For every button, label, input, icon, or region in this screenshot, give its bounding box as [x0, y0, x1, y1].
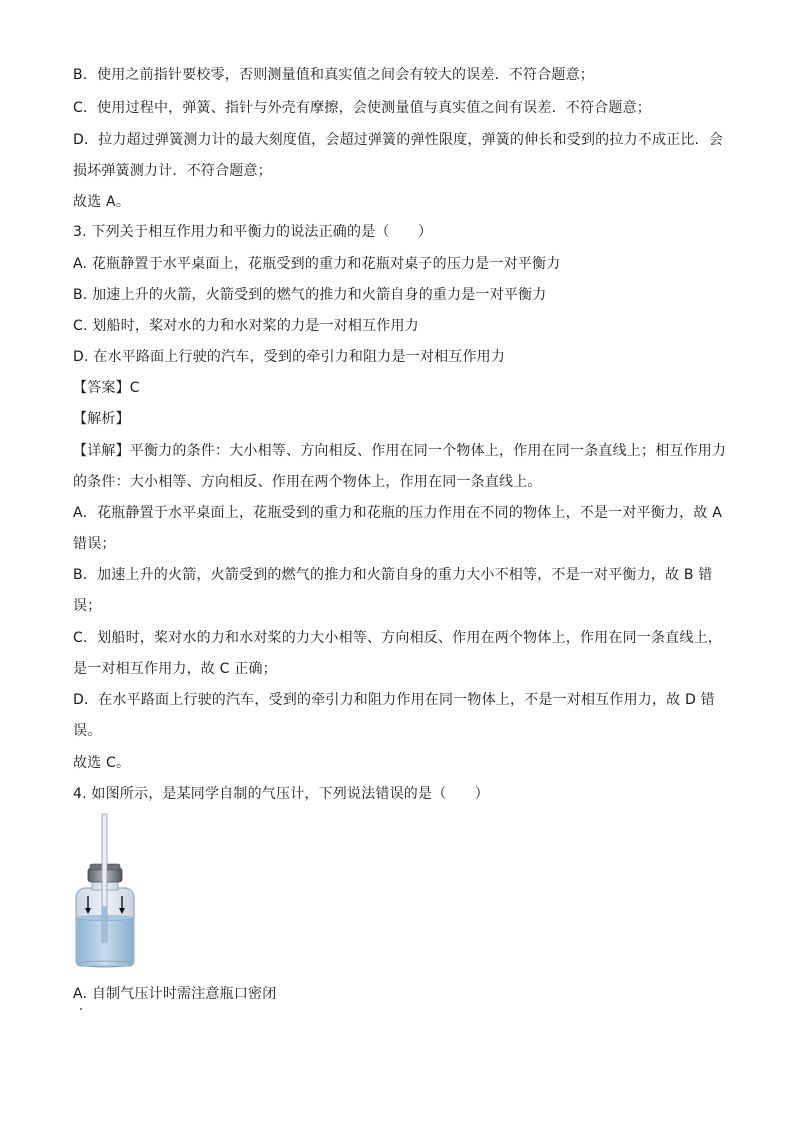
text-line-5: 故选 A。 — [73, 194, 131, 210]
explanation-line-2: 的条件：大小相等、方向相反、作用在两个物体上，作用在同一条直线上。 — [73, 474, 542, 490]
text-line-2: C．使用过程中，弹簧、指针与外壳有摩擦，会使测量值与真实值之间有误差．不符合题意； — [73, 100, 651, 116]
explanation-line-1: 【详解】平衡力的条件：大小相等、方向相反、作用在同一个物体上，作用在同一条直线上；相互作用力 — [73, 443, 727, 459]
barometer-figure — [70, 810, 140, 980]
stray-mark — [80, 1008, 82, 1010]
explanation-line-3: A．花瓶静置于水平桌面上，花瓶受到的重力和花瓶的压力作用在不同的物体上，不是一对平衡力，故 A — [73, 505, 723, 521]
explanation-line-10: 误。 — [73, 723, 102, 739]
text-line-4: 损坏弹簧测力计．不符合题意； — [73, 163, 272, 179]
homemade-barometer-illustration — [70, 810, 140, 980]
question-3-option-d: D. 在水平路面上行驶的汽车，受到的牵引力和阻力是一对相互作用力 — [73, 349, 506, 365]
explanation-line-9: D．在水平路面上行驶的汽车，受到的牵引力和阻力作用在同一物体上，不是一对相互作用力，故 D 错 — [73, 692, 715, 708]
final-choice: 故选 C。 — [73, 755, 131, 771]
question-3-option-c: C. 划船时，桨对水的力和水对桨的力是一对相互作用力 — [73, 318, 419, 334]
explanation-line-7: C．划船时，桨对水的力和水对桨的力大小相等、方向相反、作用在两个物体上，作用在同一条直线上， — [73, 630, 722, 646]
question-4-option-a: A. 自制气压计时需注意瓶口密闭 — [73, 986, 277, 1002]
explanation-line-4: 错误； — [73, 536, 116, 552]
question-3-stem: 3. 下列关于相互作用力和平衡力的说法正确的是（ ） — [73, 224, 433, 240]
analysis-label: 【解析】 — [73, 411, 130, 427]
question-4-stem: 4. 如图所示，是某同学自制的气压计，下列说法错误的是（ ） — [73, 786, 490, 802]
text-line-3: D．拉力超过弹簧测力计的最大刻度值，会超过弹簧的弹性限度，弹簧的伸长和受到的拉力不成正比．会 — [73, 132, 723, 148]
explanation-line-8: 是一对相互作用力，故 C 正确； — [73, 661, 277, 677]
question-3-option-a: A. 花瓶静置于水平桌面上，花瓶受到的重力和花瓶对桌子的压力是一对平衡力 — [73, 256, 561, 272]
explanation-line-6: 误； — [73, 598, 102, 614]
answer-label: 【答案】C — [73, 380, 140, 396]
question-3-option-b: B. 加速上升的火箭，火箭受到的燃气的推力和火箭自身的重力是一对平衡力 — [73, 287, 547, 303]
explanation-line-5: B．加速上升的火箭，火箭受到的燃气的推力和火箭自身的重力大小不相等，不是一对平衡力，故 B 错 — [73, 567, 713, 583]
text-line-1: B．使用之前指针要校零，否则测量值和真实值之间会有较大的误差．不符合题意； — [73, 67, 595, 83]
